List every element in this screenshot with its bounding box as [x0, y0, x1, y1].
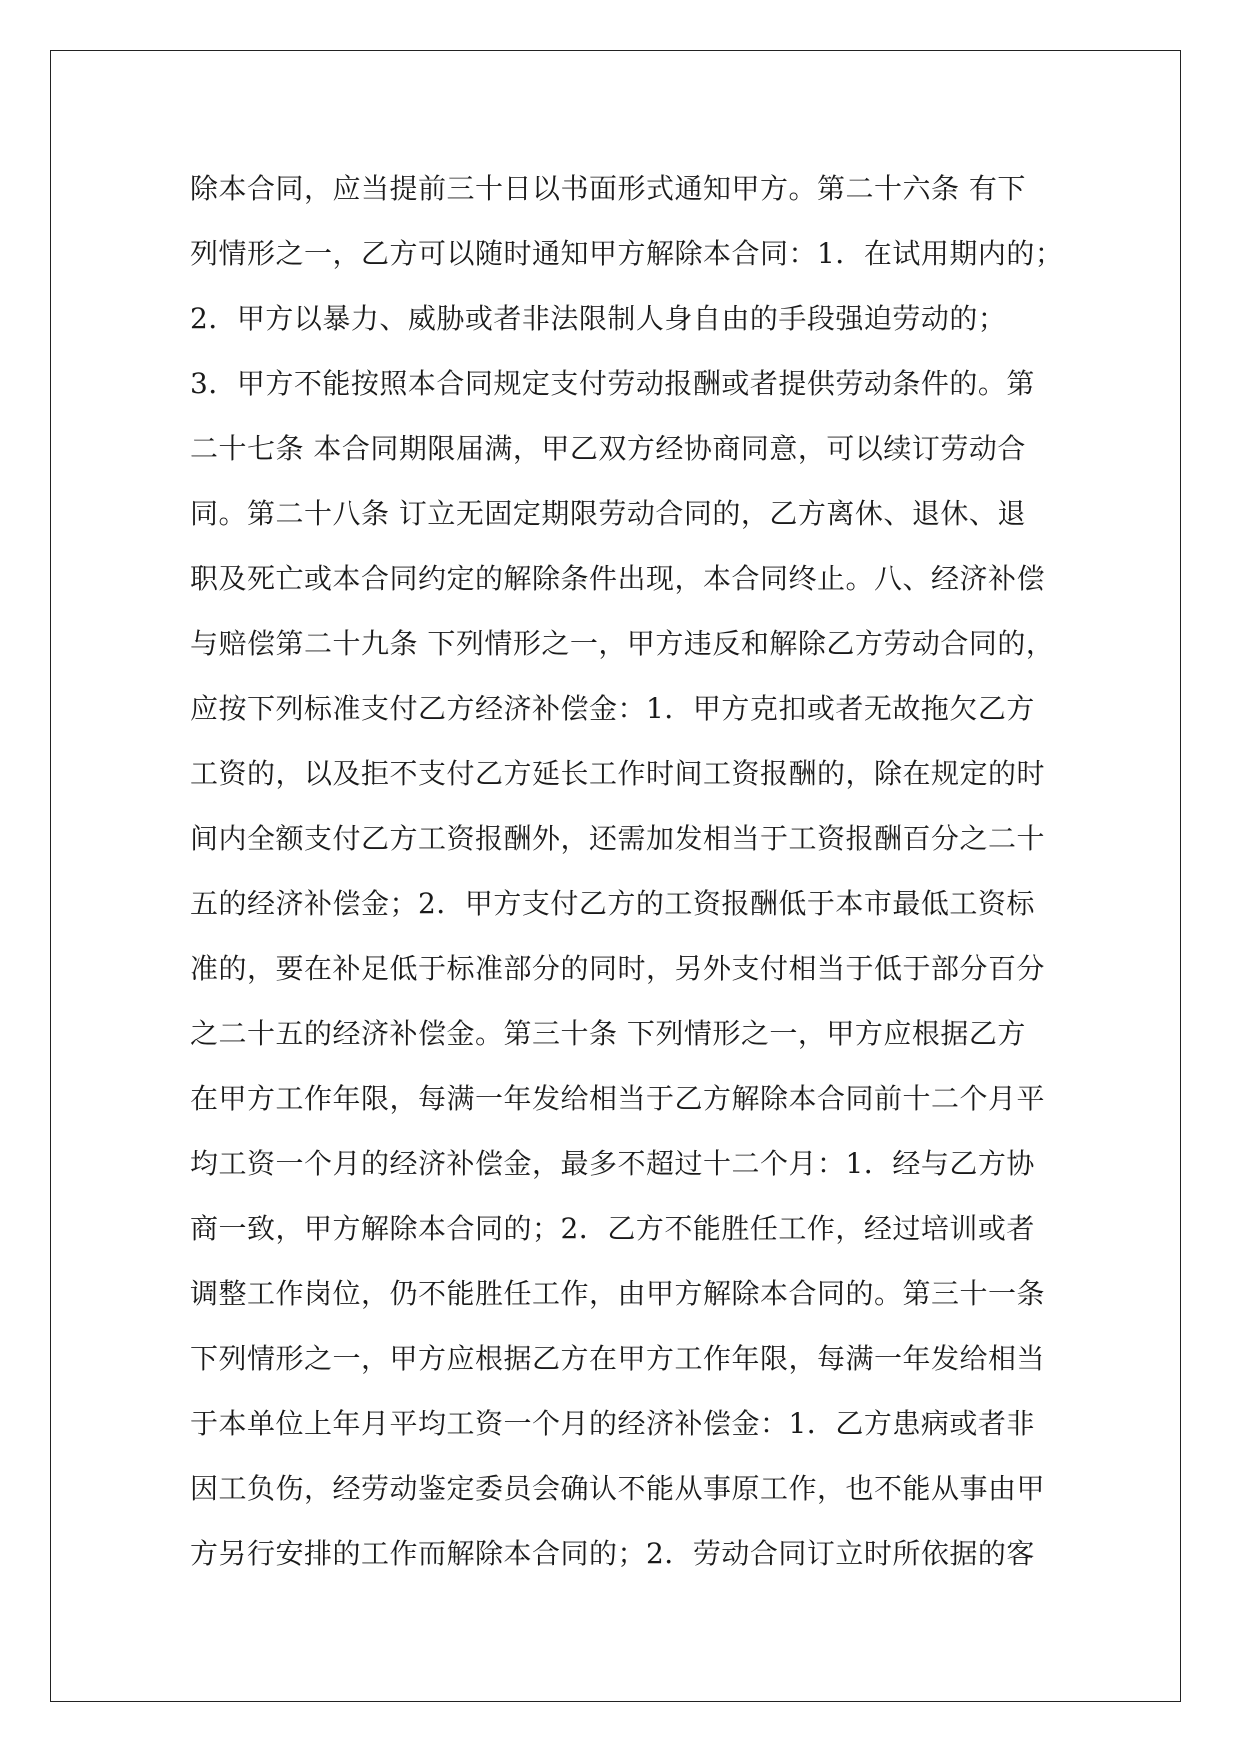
text-line: 下列情形之一，甲方应根据乙方在甲方工作年限，每满一年发给相当 — [190, 1342, 1046, 1375]
text-line: 准的，要在补足低于标准部分的同时，另外支付相当于低于部分百分 — [190, 952, 1046, 985]
text-line: 二十七条 本合同期限届满，甲乙双方经协商同意，可以续订劳动合 — [190, 432, 1026, 465]
text-line: 均工资一个月的经济补偿金，最多不超过十二个月：1．经与乙方协 — [190, 1147, 1035, 1180]
text-line: 间内全额支付乙方工资报酬外，还需加发相当于工资报酬百分之二十 — [190, 822, 1046, 855]
text-line: 除本合同，应当提前三十日以书面形式通知甲方。第二十六条 有下 — [190, 172, 1026, 205]
text-line: 于本单位上年月平均工资一个月的经济补偿金：1．乙方患病或者非 — [190, 1407, 1035, 1440]
text-line: 与赔偿第二十九条 下列情形之一，甲方违反和解除乙方劳动合同的， — [190, 627, 1055, 660]
document-body — [190, 156, 1070, 1586]
text-line: 五的经济补偿金；2．甲方支付乙方的工资报酬低于本市最低工资标 — [190, 887, 1035, 920]
text-line: 方另行安排的工作而解除本合同的；2．劳动合同订立时所依据的客 — [190, 1537, 1035, 1570]
text-line: 2．甲方以暴力、威胁或者非法限制人身自由的手段强迫劳动的； — [190, 302, 1007, 335]
text-line: 调整工作岗位，仍不能胜任工作，由甲方解除本合同的。第三十一条 — [190, 1277, 1046, 1310]
text-line: 3．甲方不能按照本合同规定支付劳动报酬或者提供劳动条件的。第 — [190, 367, 1035, 400]
text-line: 因工负伤，经劳动鉴定委员会确认不能从事原工作，也不能从事由甲 — [190, 1472, 1046, 1505]
text-line: 工资的，以及拒不支付乙方延长工作时间工资报酬的，除在规定的时 — [190, 757, 1046, 790]
text-line: 在甲方工作年限，每满一年发给相当于乙方解除本合同前十二个月平 — [190, 1082, 1046, 1115]
text-line: 之二十五的经济补偿金。第三十条 下列情形之一，甲方应根据乙方 — [190, 1017, 1026, 1050]
text-line: 职及死亡或本合同约定的解除条件出现，本合同终止。八、经济补偿 — [190, 562, 1046, 595]
text-line: 商一致，甲方解除本合同的；2．乙方不能胜任工作，经过培训或者 — [190, 1212, 1035, 1245]
text-line: 应按下列标准支付乙方经济补偿金：1．甲方克扣或者无故拖欠乙方 — [190, 692, 1035, 725]
text-line: 同。第二十八条 订立无固定期限劳动合同的，乙方离休、退休、退 — [190, 497, 1026, 530]
text-line: 列情形之一，乙方可以随时通知甲方解除本合同：1．在试用期内的； — [190, 237, 1064, 270]
